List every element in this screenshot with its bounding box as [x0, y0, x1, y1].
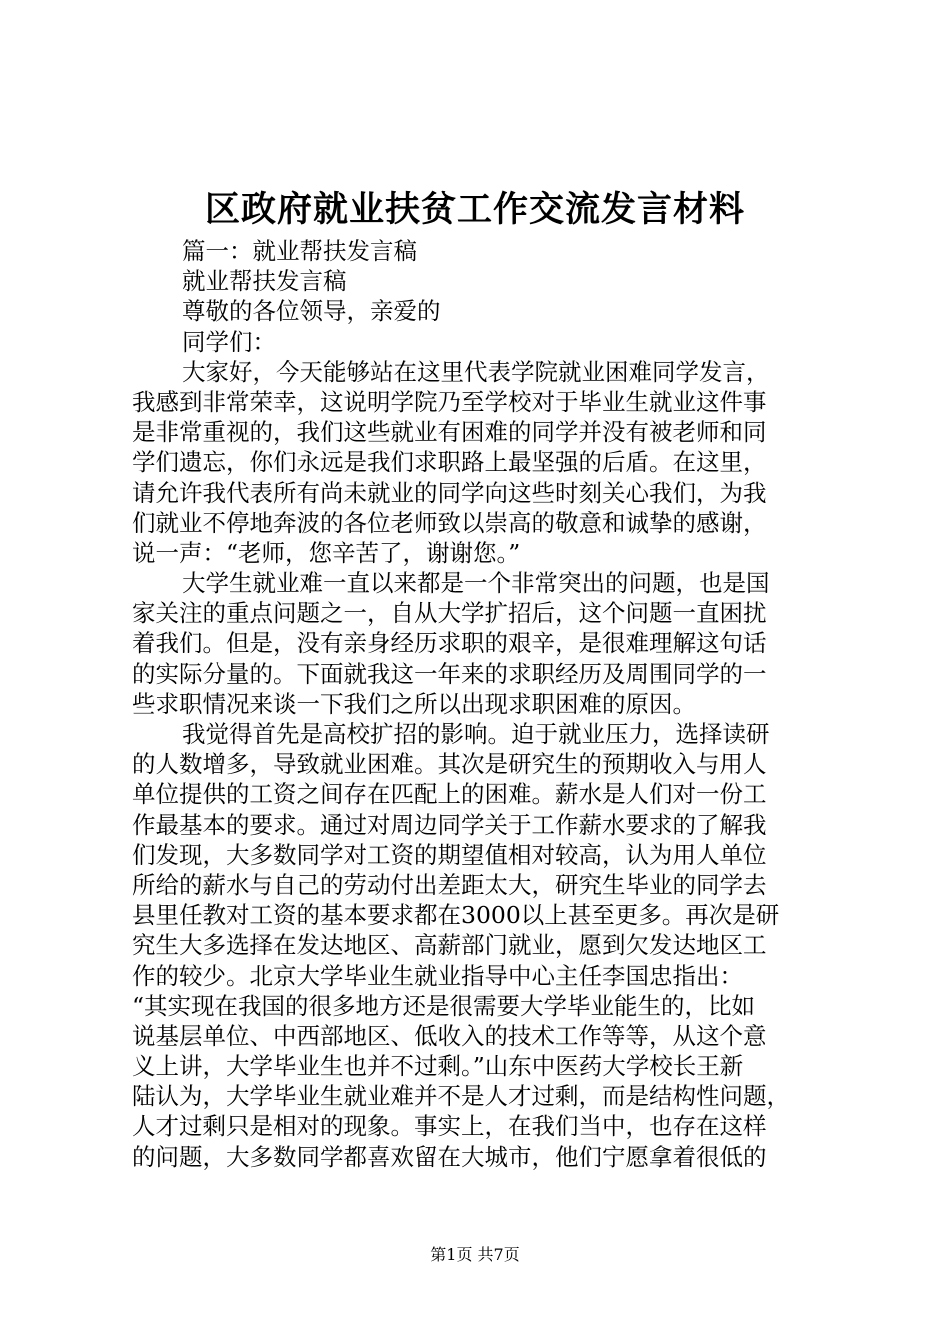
- document-body: [132, 236, 832, 1172]
- page-footer: 第1页 共7页: [430, 1245, 520, 1264]
- body-line: 作的较少。北京大学毕业生就业指导中心主任李国忠指出：: [132, 961, 743, 990]
- body-line: 所给的薪水与自己的劳动付出差距太大，研究生毕业的同学去: [132, 870, 767, 899]
- body-line: 是非常重视的，我们这些就业有困难的同学并没有被老师和同: [132, 418, 767, 447]
- body-line: 我觉得首先是高校扩招的影响。迫于就业压力，选择读研: [182, 720, 770, 748]
- body-line: 县里任教对工资的基本要求都在3000以上甚至更多。再次是研: [132, 901, 780, 930]
- body-line: 们就业不停地奔波的各位老师致以崇高的敬意和诚挚的感谢，: [132, 508, 767, 537]
- body-line: 着我们。但是，没有亲身经历求职的艰辛，是很难理解这句话: [132, 629, 767, 658]
- body-line: 单位提供的工资之间存在匹配上的困难。薪水是人们对一份工: [132, 780, 767, 809]
- body-line: 人才过剩只是相对的现象。事实上，在我们当中，也存在这样: [132, 1112, 767, 1141]
- body-line: 同学们：: [182, 327, 276, 356]
- body-line: 请允许我代表所有尚未就业的同学向这些时刻关心我们，为我: [132, 478, 767, 507]
- body-line: 究生大多选择在发达地区、高薪部门就业，愿到欠发达地区工: [132, 931, 767, 960]
- body-line: 的人数增多，导致就业困难。其次是研究生的预期收入与用人: [132, 750, 767, 779]
- body-line: 学们遗忘，你们永远是我们求职路上最坚强的后盾。在这里，: [132, 448, 767, 477]
- body-line: 义上讲，大学毕业生也并不过剩。”山东中医药大学校长王新: [132, 1052, 744, 1081]
- body-line: 们发现，大多数同学对工资的期望值相对较高，认为用人单位: [132, 840, 767, 869]
- body-line: 尊敬的各位领导，亲爱的: [182, 297, 441, 326]
- body-line: 的实际分量的。下面就我这一年来的求职经历及周围同学的一: [132, 659, 767, 688]
- body-line: 家关注的重点问题之一，自从大学扩招后，这个问题一直困扰: [132, 599, 767, 628]
- body-line: 陆认为，大学毕业生就业难并不是人才过剩，而是结构性问题，: [132, 1082, 790, 1111]
- body-line: 篇一：就业帮扶发言稿: [182, 237, 417, 265]
- body-line: 些求职情况来谈一下我们之所以出现求职困难的原因。: [132, 689, 696, 718]
- body-line: 大学生就业难一直以来都是一个非常突出的问题，也是国: [182, 569, 770, 598]
- document-title: 区政府就业扶贫工作交流发言材料: [204, 189, 745, 230]
- body-line: 的问题，大多数同学都喜欢留在大城市，他们宁愿拿着很低的: [132, 1142, 767, 1171]
- body-line: 说一声：“老师，您辛苦了，谢谢您。”: [132, 538, 521, 567]
- body-line: “其实现在我国的很多地方还是很需要大学毕业能生的，比如: [132, 991, 756, 1020]
- body-line: 我感到非常荣幸，这说明学院乃至学校对于毕业生就业这件事: [132, 387, 767, 416]
- body-line: 说基层单位、中西部地区、低收入的技术工作等等，从这个意: [132, 1021, 767, 1050]
- body-line: 大家好，今天能够站在这里代表学院就业困难同学发言，: [182, 357, 770, 386]
- body-line: 作最基本的要求。通过对周边同学关于工作薪水要求的了解我: [132, 810, 767, 839]
- body-line: 就业帮扶发言稿: [182, 267, 347, 296]
